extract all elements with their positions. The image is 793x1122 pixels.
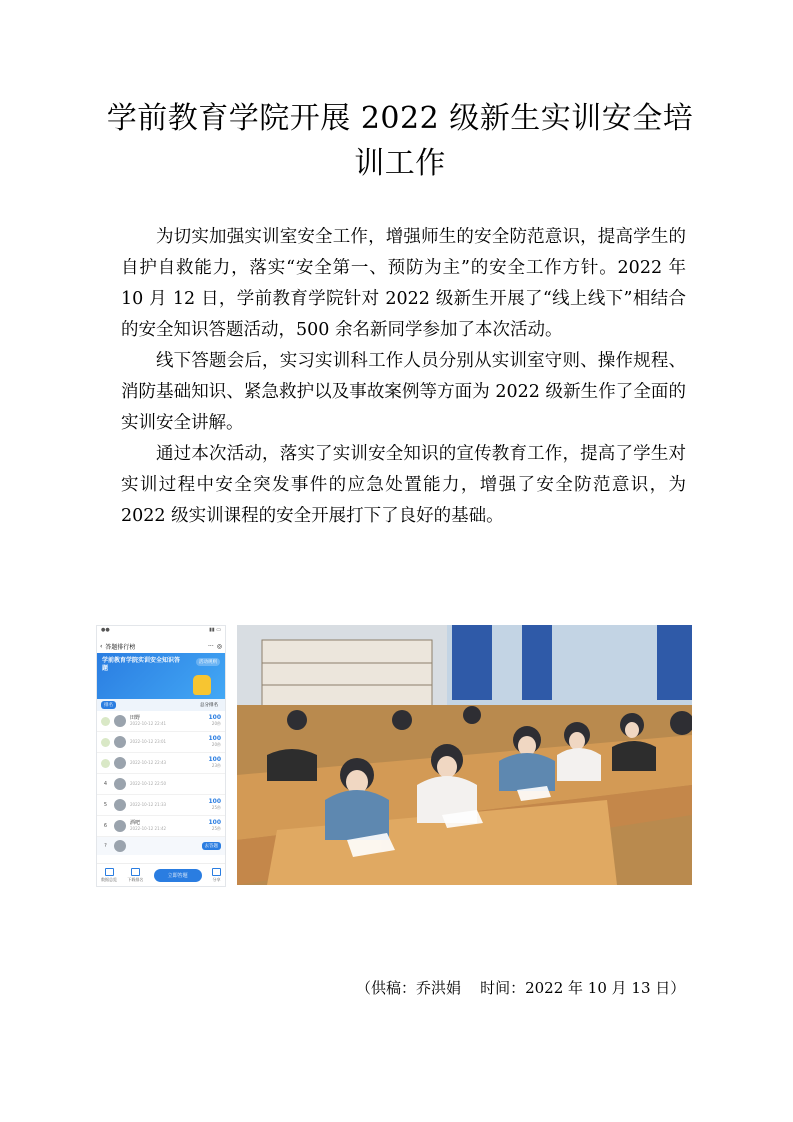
download-item: 下载排名: [127, 868, 143, 883]
entry-score: [208, 757, 221, 769]
rule-label: 活动规则: [196, 658, 220, 666]
go-quiz-button: 去答题: [202, 842, 222, 850]
entry-info: [130, 820, 204, 832]
time-value: 25秒: [211, 826, 221, 831]
entry-date: 2022-10-12 21:33: [130, 802, 167, 807]
score-value: 100: [208, 735, 221, 742]
score-value: 100: [208, 819, 221, 826]
classroom-photo: [237, 625, 692, 885]
avatar: [114, 799, 126, 811]
paragraph-3: 通过本次活动，落实了实训安全知识的宣传教育工作，提高了学生对实训过程中安全突发事件的应急处置能力，增强了安全防范意识，为 2022 级实训课程的安全开展打下了良好的基础。: [121, 444, 686, 526]
article-body: [121, 222, 686, 532]
entry-date: 2022-10-12 22:41: [130, 721, 167, 726]
entry-info: [130, 739, 204, 745]
target-icon: ◎: [216, 642, 222, 650]
phone-nav-bar: [97, 639, 225, 653]
entry-info: [130, 781, 217, 787]
banner-title: 学前教育学院实训安全知识答题: [102, 657, 181, 672]
tab-total: 总分排名: [200, 703, 218, 708]
quiz-banner: [97, 653, 225, 699]
entry-date: 2022-10-12 23:01: [130, 739, 167, 744]
rank-badge: [101, 759, 110, 768]
entry-score: [208, 799, 221, 811]
rank-badge: [101, 738, 110, 747]
page-title: 学前教育学院开展 2022 级新生实训安全培训工作: [106, 101, 694, 181]
leaderboard-row: [97, 711, 225, 732]
share-item: 分享: [212, 868, 221, 883]
entry-date: 2022-10-12 22:50: [130, 781, 167, 786]
phone-bottom-bar: [97, 863, 225, 886]
time-value: 20秒: [211, 742, 221, 747]
time-value: 23秒: [211, 763, 221, 768]
score-value: 100: [208, 756, 221, 763]
tab-rank: 排名: [101, 701, 116, 709]
avatar: [114, 736, 126, 748]
time-value: 20秒: [211, 721, 221, 726]
leaderboard-row: [97, 774, 225, 795]
phone-status-bar: ●● ▮▮ ▭: [101, 627, 221, 633]
rank-badge: 4: [103, 781, 108, 787]
entry-score: [208, 736, 221, 748]
classroom-illustration: [237, 625, 692, 885]
entry-date: 2022-10-12 21:42: [130, 826, 167, 831]
entry-info: [130, 760, 204, 766]
avatar: [114, 715, 126, 727]
leaderboard-row: [97, 732, 225, 753]
share-icon: [212, 868, 221, 876]
paragraph-1: 为切实加强实训室安全工作，增强师生的安全防范意识，提高学生的自护自救能力，落实“安全第一、预防为主”的安全工作方针。2022 年 10 月 12 日，学前教育学院针对 2022 级新生开展了“线上线下”相结合的安全知识答题活动，500 余名新同学参加了本次活动。: [121, 227, 686, 340]
quiz-leaderboard-screenshot: [96, 625, 226, 887]
entry-date: 2022-10-12 22:43: [130, 760, 167, 765]
my-rank-row: [97, 837, 225, 855]
my-rank: ?: [104, 843, 107, 849]
paragraph-2: 线下答题会后，实习实训科工作人员分别从实训室守则、操作规程、消防基础知识、紧急救护以及事故案例等方面为 2022 级新生作了全面的实训安全讲解。: [121, 351, 686, 433]
download-icon: [131, 868, 140, 876]
avatar: [114, 778, 126, 790]
rank-badge: 6: [103, 823, 108, 829]
entry-score: [208, 820, 221, 832]
score-value: 100: [208, 714, 221, 721]
rank-badge: [101, 717, 110, 726]
score-value: 100: [208, 798, 221, 805]
leaderboard-row: [97, 795, 225, 816]
entry-score: [208, 715, 221, 727]
back-icon: ‹: [100, 642, 103, 650]
entry-name: 田野: [130, 715, 141, 721]
nav-title: 答题排行榜: [105, 643, 136, 651]
leaderboard-row: [97, 816, 225, 837]
entry-info: [130, 802, 204, 808]
time-value: 25秒: [211, 805, 221, 810]
entry-name: 酒吧: [130, 820, 141, 826]
leaderboard-row: [97, 753, 225, 774]
more-icon: ···: [208, 642, 214, 650]
avatar: [114, 840, 126, 852]
start-quiz-button: 立即答题: [154, 869, 202, 882]
avatar: [114, 757, 126, 769]
rank-badge: 5: [103, 802, 108, 808]
trophy-icon: [193, 675, 211, 695]
chart-icon: [105, 868, 114, 876]
overview-item: 数据总览: [101, 868, 117, 883]
entry-info: [130, 715, 204, 727]
credit-line: （供稿：乔洪娟 时间：2022 年 10 月 13 日）: [356, 979, 686, 997]
leaderboard-tabs: [97, 699, 225, 711]
avatar: [114, 820, 126, 832]
